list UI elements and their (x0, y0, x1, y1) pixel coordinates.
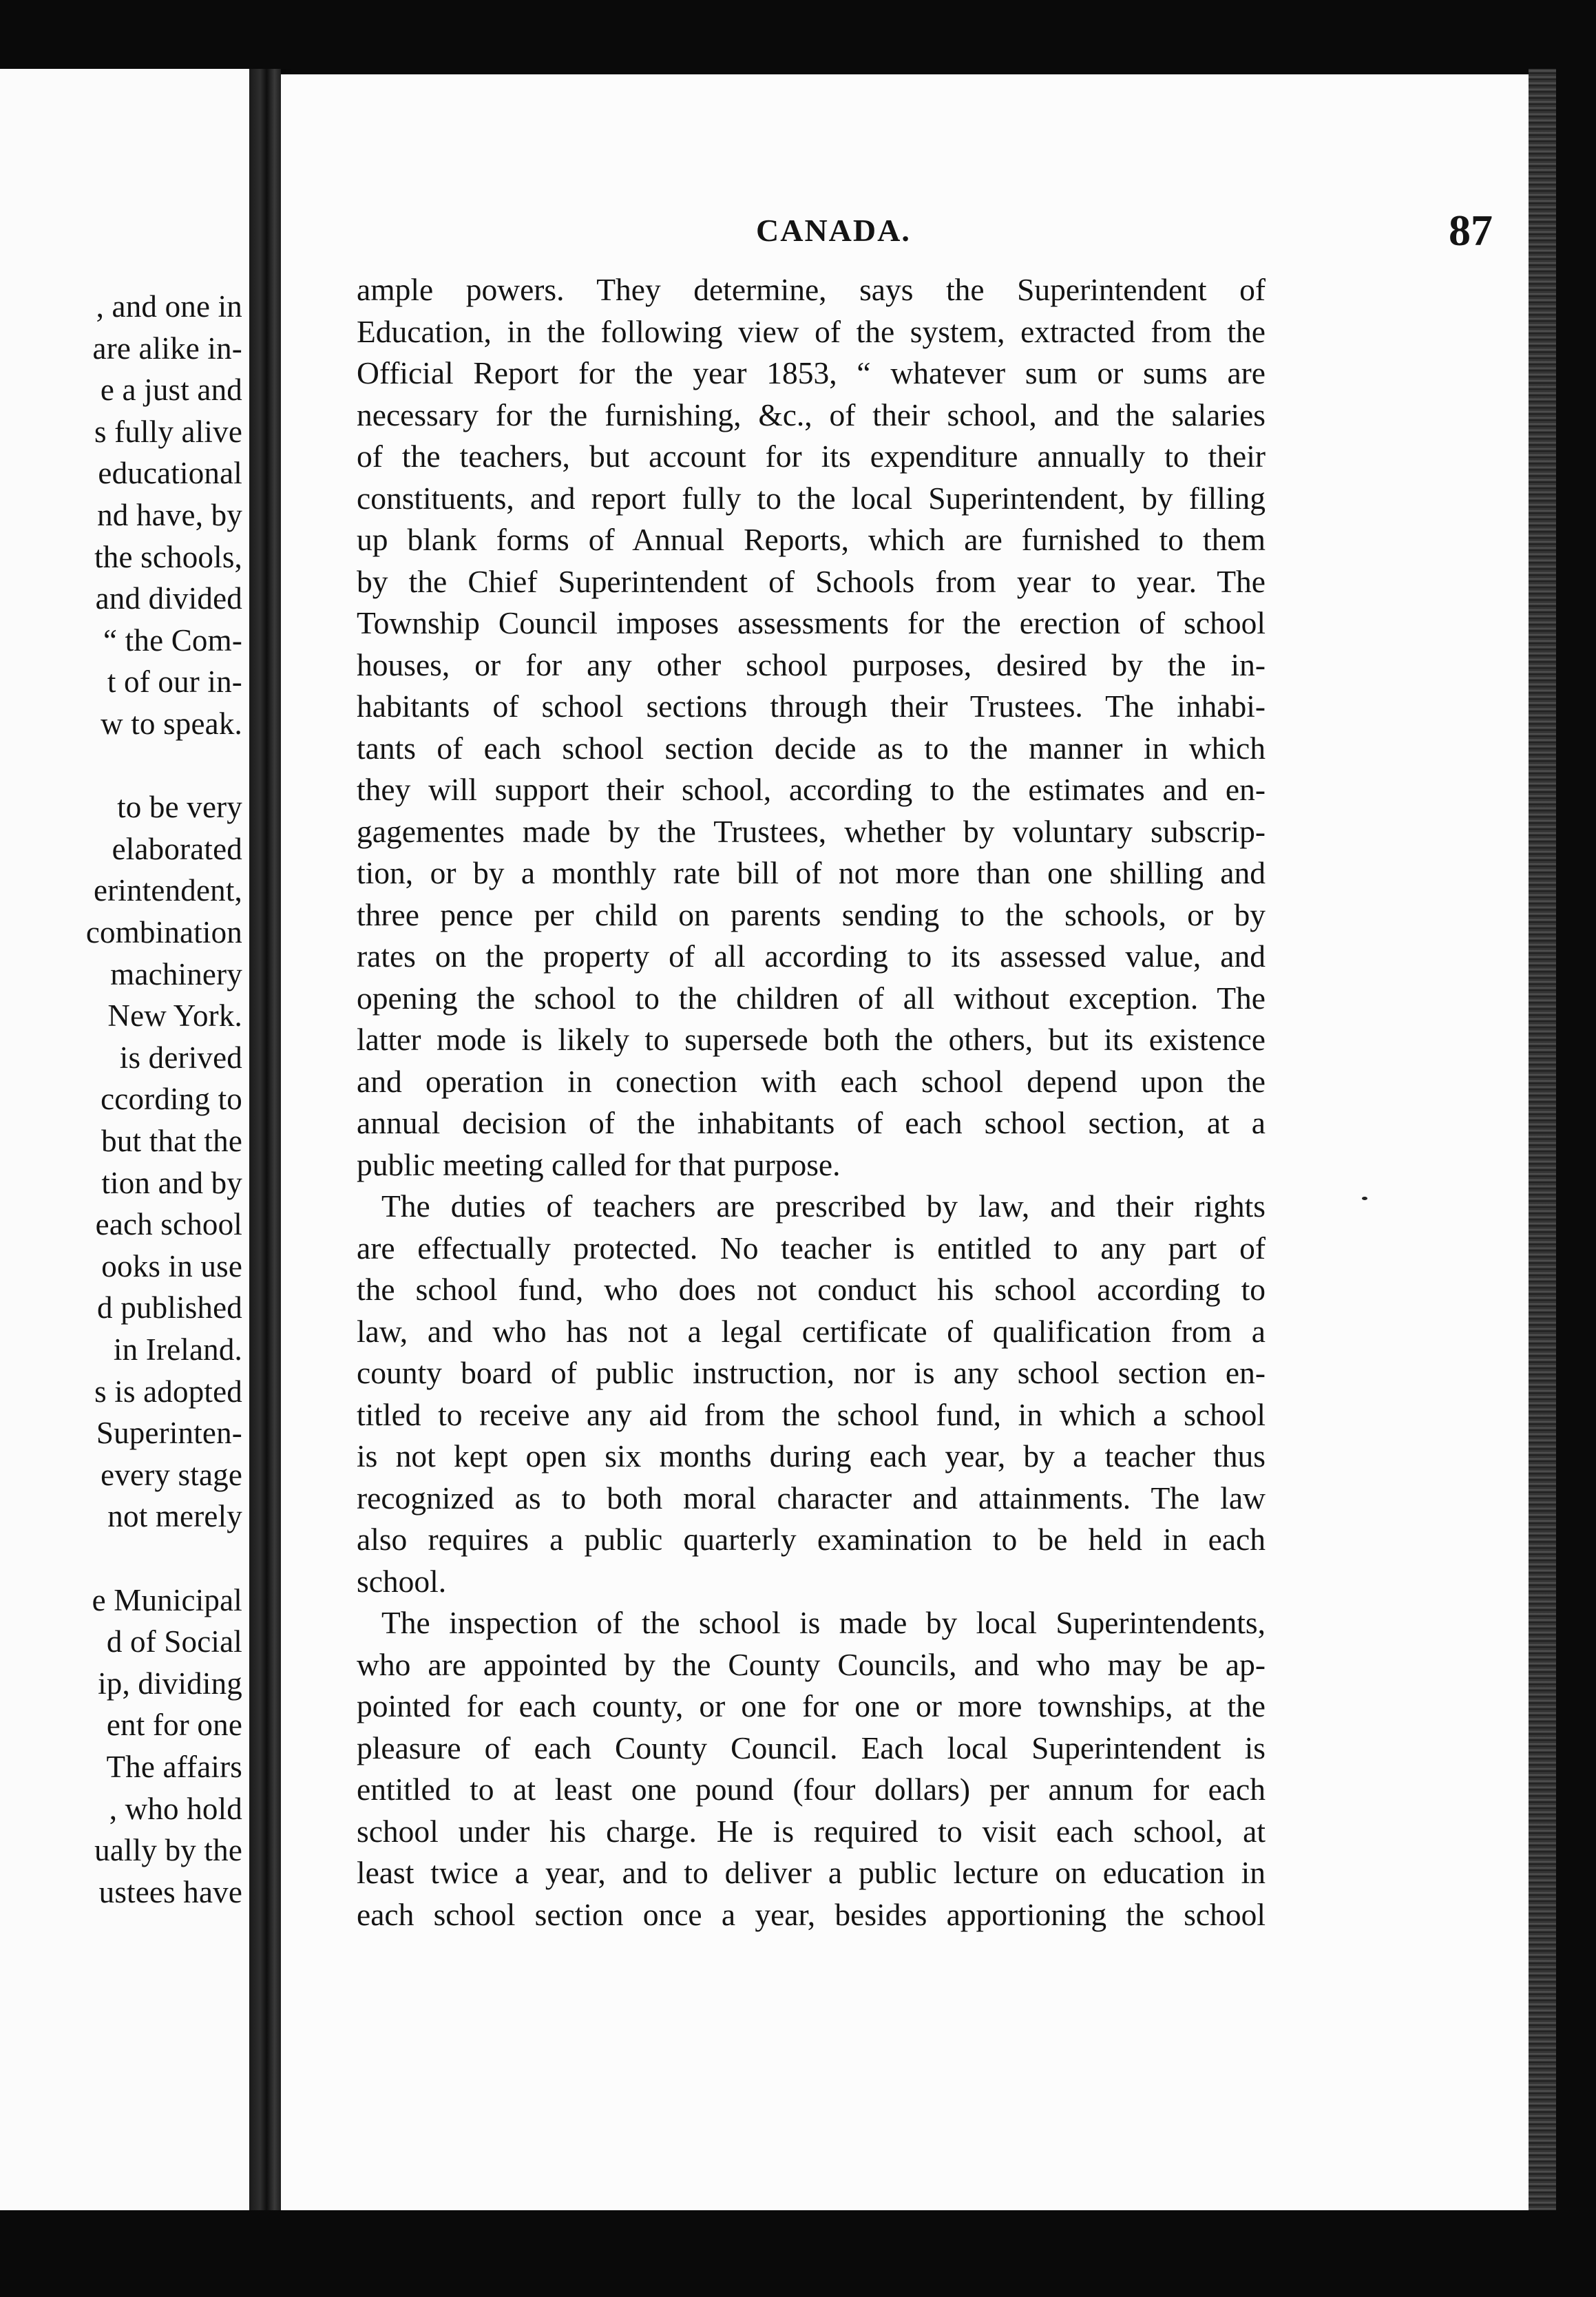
body-line: law, and who has not a legal certificate of qualification from a (357, 1313, 1266, 1349)
left-page-line: d of Social (106, 1624, 242, 1659)
body-line: school under his charge. He is required to visit each school, at (357, 1813, 1266, 1849)
body-line: least twice a year, and to deliver a public lecture on education in (357, 1855, 1266, 1890)
left-page-line: ip, dividing (98, 1666, 242, 1701)
body-line: the school fund, who does not conduct his school according to (357, 1272, 1266, 1307)
body-line: Education, in the following view of the system, extracted from the (357, 313, 1266, 349)
body-line: each school section once a year, besides apportioning the school (357, 1896, 1266, 1932)
left-page-line: t of our in- (107, 664, 242, 700)
body-line: pointed for each county, or one for one or more townships, at the (357, 1688, 1266, 1723)
body-line: is not kept open six months during each year, by a teacher thus (357, 1438, 1266, 1473)
left-page-line: and divided (95, 581, 242, 616)
body-line: by the Chief Superintendent of Schools from year to year. The (357, 563, 1266, 599)
body-line: school. (357, 1563, 447, 1599)
body-line: houses, or for any other school purposes, desired by the in- (357, 647, 1266, 682)
body-line: Township Council imposes assessments for the erection of school (357, 605, 1266, 640)
body-line: tion, or by a monthly rate bill of not more than one shilling and (357, 855, 1266, 890)
left-page-line: machinery (110, 956, 242, 992)
body-line: The inspection of the school is made by local Superintendents, (381, 1605, 1266, 1640)
left-page-line: ually by the (94, 1833, 242, 1868)
body-line: Official Report for the year 1853, “ whatever sum or sums are (357, 355, 1266, 390)
left-page-line: every stage (101, 1457, 242, 1492)
left-page-line: w to speak. (101, 706, 242, 741)
left-page-line: New York. (107, 998, 242, 1034)
body-line: pleasure of each County Council. Each local Superintendent is (357, 1730, 1266, 1765)
body-line: rates on the property of all according to its assessed value, and (357, 938, 1266, 974)
running-head: CANADA. (756, 213, 911, 248)
body-line: three pence per child on parents sending to the schools, or by (357, 896, 1266, 932)
body-line: constituents, and report fully to the local Superintendent, by filling (357, 480, 1266, 516)
body-line: ample powers. They determine, says the Superintendent of (357, 272, 1266, 307)
body-line: up blank forms of Annual Reports, which are furnished to them (357, 522, 1266, 557)
left-page-line: in Ireland. (113, 1332, 242, 1367)
left-page-line: not merely (107, 1499, 242, 1534)
left-page-line: the schools, (94, 539, 242, 574)
body-line: gagementes made by the Trustees, whether by voluntary subscrip- (357, 813, 1266, 849)
left-page-line: ent for one (106, 1708, 242, 1743)
left-page-line: s is adopted (94, 1374, 242, 1409)
body-line: they will support their school, according to the estimates and en- (357, 772, 1266, 807)
left-page-line: “ the Com- (103, 622, 242, 658)
left-page-line: elaborated (112, 831, 242, 866)
right-page (281, 74, 1529, 2210)
body-line: recognized as to both moral character and attainments. The law (357, 1480, 1266, 1515)
left-page-line: e Municipal (92, 1582, 242, 1617)
left-page-line: but that the (101, 1124, 242, 1158)
body-text (357, 269, 1266, 1936)
left-page-line: s fully alive (94, 414, 242, 449)
left-page-line: , and one in (96, 289, 242, 324)
body-line: latter mode is likely to supersede both the others, but its existence (357, 1022, 1266, 1057)
left-page (0, 69, 249, 2210)
book-gutter (249, 69, 281, 2210)
left-page-line: each school (95, 1207, 242, 1242)
left-page-line: are alike in- (92, 331, 242, 366)
body-line: public meeting called for that purpose. (357, 1146, 841, 1182)
left-page-line: nd have, by (97, 498, 242, 532)
page-header (281, 206, 1529, 267)
left-page-line: ustees have (98, 1874, 242, 1909)
body-line: county board of public instruction, nor is any school section en- (357, 1355, 1266, 1390)
left-page-line: , who hold (109, 1791, 242, 1826)
body-line: entitled to at least one pound (four dollars) per annum for each (357, 1772, 1266, 1807)
left-page-line: d published (97, 1290, 242, 1325)
body-line: of the teachers, but account for its expenditure annually to their (357, 439, 1266, 474)
left-page-line: Superinten- (96, 1416, 242, 1451)
body-line: are effectually protected. No teacher is entitled to any part of (357, 1230, 1266, 1266)
page-number: 87 (1449, 206, 1493, 255)
left-page-line: The affairs (106, 1750, 242, 1784)
ink-speck (1362, 1197, 1367, 1200)
body-line: habitants of school sections through their Trustees. The inhabi- (357, 689, 1266, 724)
left-page-line: e a just and (100, 373, 242, 408)
left-page-line: ooks in use (101, 1248, 242, 1283)
left-page-line: ccording to (101, 1082, 242, 1117)
body-line: annual decision of the inhabitants of each school section, at a (357, 1105, 1266, 1140)
body-line: tants of each school section decide as to the manner in which (357, 730, 1266, 766)
left-page-line: is derived (119, 1040, 242, 1075)
left-page-line: to be very (117, 790, 242, 825)
left-page-line: tion and by (101, 1165, 242, 1200)
body-line: necessary for the furnishing, &c., of their school, and the salaries (357, 397, 1266, 432)
body-line: titled to receive any aid from the school fund, in which a school (357, 1396, 1266, 1432)
page-edge (1529, 69, 1556, 2210)
body-line: and operation in conection with each school depend upon the (357, 1063, 1266, 1099)
body-line: opening the school to the children of all without exception. The (357, 980, 1266, 1016)
left-page-line: combination (85, 915, 242, 950)
body-line: The duties of teachers are prescribed by law, and their rights (381, 1188, 1266, 1224)
body-line: who are appointed by the County Councils, and who may be ap- (357, 1646, 1266, 1682)
left-page-line: educational (98, 456, 242, 491)
left-page-line: erintendent, (93, 873, 242, 908)
body-line: also requires a public quarterly examination to be held in each (357, 1522, 1266, 1557)
